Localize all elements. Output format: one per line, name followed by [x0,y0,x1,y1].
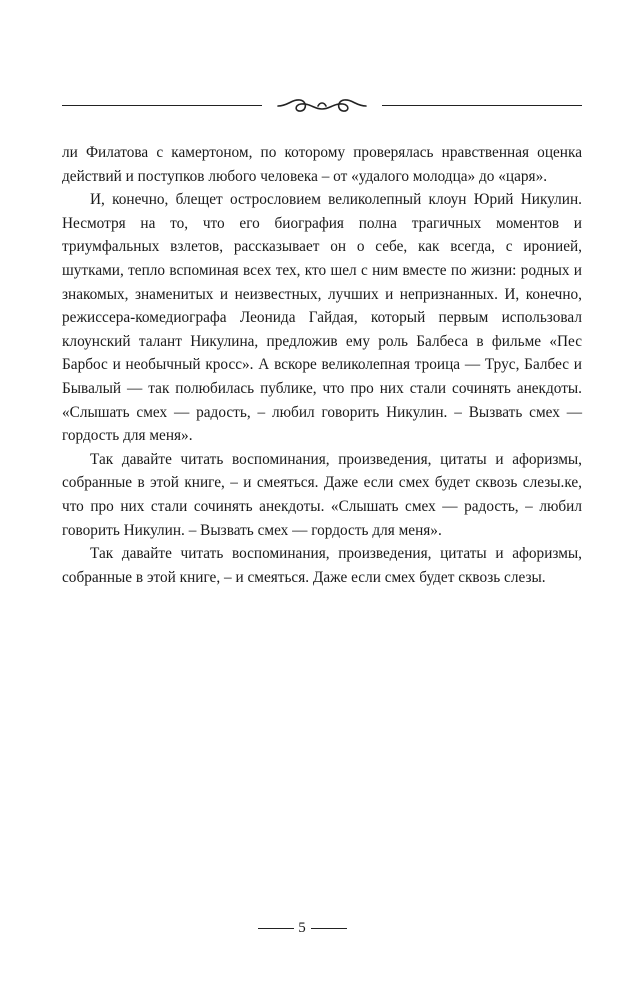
paragraph-1: ли Филатова с камертоном, по которому проверялась нравственная оценка действий и поступков любого человека – от «удалого молодца» до «царя». [62,144,582,185]
ornament-rule-left [62,105,262,106]
header-ornament [62,94,582,118]
flourish-ornament-icon [274,94,370,118]
ornament-rule-right [382,105,582,106]
folio-dash-right [311,928,347,929]
paragraph-2: И, конечно, блещет остроcловием великолепный клоун Юрий Никулин. Несмотря на то, что его биография полна трагичных моментов и триумфальных взлетов, рассказывает он о себе, как всегда, с иронией, шутками, тепло вспоминая всех тех, кто шел с ним вместе по жизни: родных и знакомых, знаменитых и неизвестных, лучших и непризнанных. И, конечно, режиссера-комедиографа Леонида Гайдая, который первым использовал клоунский талант Никулина, предложив ему роль Балбеса в фильме «Пес Барбос и необычный кросс». А вскоре великолепная троица — Трус, Балбес и Бывалый — так полюбилась публике, что про них стали сочинять анекдоты. «Слышать смех — радость, – любил говорить Никулин. – Вызвать смех — гордость для меня». [62,191,582,445]
folio-dash-left [258,928,294,929]
body-text [62,141,582,589]
paragraph-4: Так давайте читать воспоминания, произведения, цитаты и афоризмы, собранные в этой книге, – и смеяться. Даже если смех будет сквозь слезы. [62,545,582,586]
page-number: 5 [298,920,306,936]
page-footer [0,918,644,938]
paragraph-3: Так давайте читать воспоминания, произведения, цитаты и афоризмы, собранные в этой книге, – и смеяться. Даже если смех будет сквозь слезы.ке, что про них стали сочинять анекдоты. «Слышать смех — радость, – любил говорить Никулин. – Вызвать смех — гордость для меня». [62,450,582,539]
